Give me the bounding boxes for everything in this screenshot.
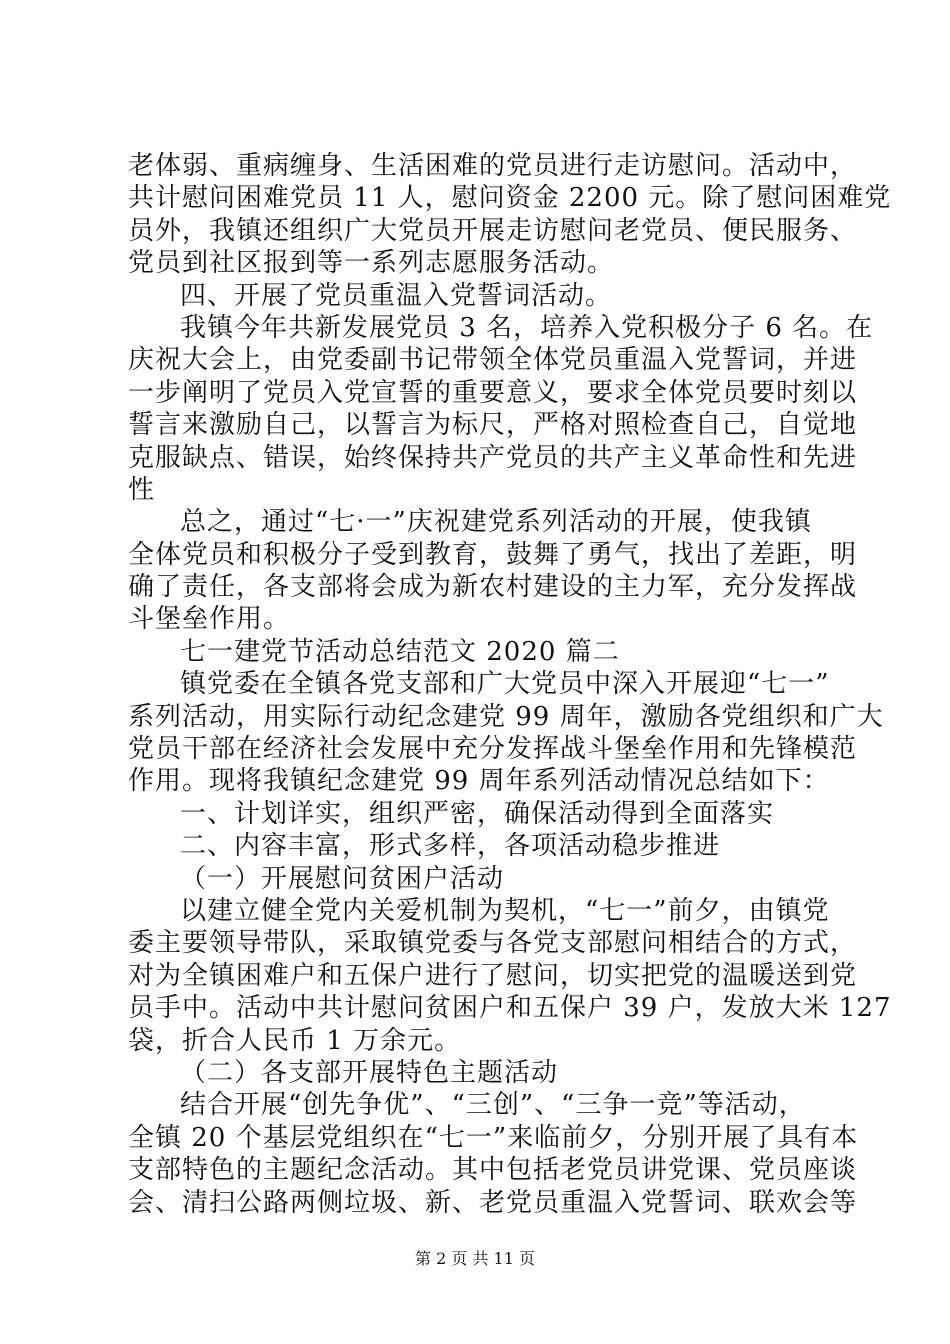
text-line: 四、开展了党员重温入党誓词活动。 — [180, 280, 613, 311]
text-line: 镇党委在全镇各党支部和广大党员中深入开展迎“七一” — [180, 669, 830, 700]
text-line: 党员到社区报到等一系列志愿服务活动。 — [128, 248, 615, 279]
text-line: 以建立健全党内关爱机制为契机，“七一”前夕，由镇党 — [180, 895, 830, 926]
text-line: 一步阐明了党员入党宣誓的重要意义，要求全体党员要时刻以 — [128, 377, 858, 408]
text-line: 二、内容丰富，形式多样，各项活动稳步推进 — [180, 831, 721, 862]
text-line: 全体党员和积极分子受到教育，鼓舞了勇气，找出了差距，明 — [128, 539, 858, 570]
text-line: 员手中。活动中共计慰问贫困户和五保户 39 户，发放大米 127 — [128, 993, 892, 1024]
document-body — [128, 150, 892, 1219]
text-line: 共计慰问困难党员 11 人，慰问资金 2200 元。除了慰问困难党 — [128, 183, 892, 214]
page-footer: 第 2 页 共 11 页 — [415, 1249, 535, 1268]
text-line: 庆祝大会上，由党委副书记带领全体党员重温入党誓词，并进 — [128, 345, 858, 376]
text-line: （一）开展慰问贫困户活动 — [180, 863, 505, 894]
text-line: 斗堡垒作用。 — [128, 604, 291, 635]
text-line: 性 — [128, 474, 156, 505]
text-line: 结合开展“创先争优”、“三创”、“三争一竞”等活动， — [180, 1090, 806, 1121]
text-line: 对为全镇困难户和五保户进行了慰问，切实把党的温暖送到党 — [128, 960, 858, 991]
text-line: 七一建党节活动总结范文 2020 篇二 — [180, 636, 620, 667]
text-line: 全镇 20 个基层党组织在“七一”来临前夕，分别开展了具有本 — [128, 1122, 859, 1153]
text-line: 系列活动，用实际行动纪念建党 99 周年，激励各党组织和广大 — [128, 701, 884, 732]
text-line: 会、清扫公路两侧垃圾、新、老党员重温入党誓词、联欢会等 — [128, 1187, 858, 1218]
text-line: 作用。现将我镇纪念建党 99 周年系列活动情况总结如下： — [128, 766, 830, 797]
text-line: 支部特色的主题纪念活动。其中包括老党员讲党课、党员座谈 — [128, 1155, 858, 1186]
text-line: 一、计划详实，组织严密，确保活动得到全面落实 — [180, 798, 775, 829]
text-line: 克服缺点、错误，始终保持共产党员的共产主义革命性和先进 — [128, 442, 858, 473]
text-line: 员外，我镇还组织广大党员开展走访慰问老党员、便民服务、 — [128, 215, 858, 246]
text-line: 委主要领导带队，采取镇党委与各党支部慰问相结合的方式， — [128, 928, 858, 959]
text-line: 袋，折合人民币 1 万余元。 — [128, 1025, 462, 1056]
text-line: （二）各支部开展特色主题活动 — [180, 1057, 559, 1088]
text-line: 老体弱、重病缠身、生活困难的党员进行走访慰问。活动中， — [128, 151, 858, 181]
text-line: 总之，通过“七·一”庆祝建党系列活动的开展，使我镇 — [180, 507, 812, 538]
text-line: 我镇今年共新发展党员 3 名，培养入党积极分子 6 名。在 — [180, 312, 874, 343]
text-line: 党员干部在经济社会发展中充分发挥战斗堡垒作用和先锋模范 — [128, 734, 858, 765]
text-line: 确了责任，各支部将会成为新农村建设的主力军，充分发挥战 — [128, 572, 858, 603]
text-line: 誓言来激励自己，以誓言为标尺，严格对照检查自己，自觉地 — [128, 410, 858, 441]
